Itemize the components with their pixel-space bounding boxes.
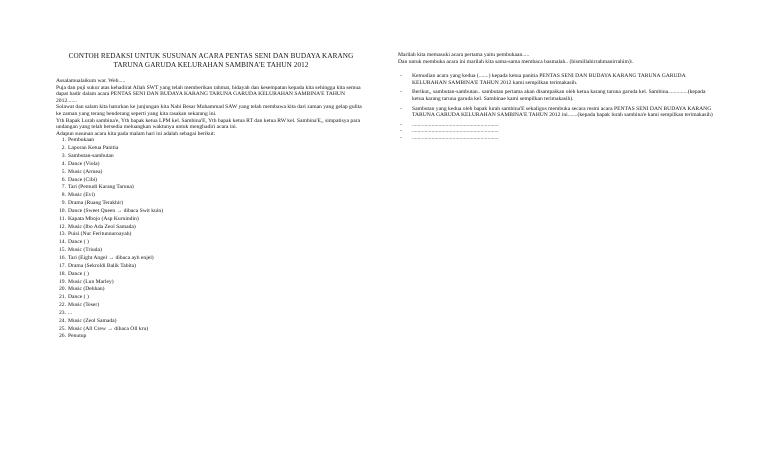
- speech-bullet: [398, 122, 716, 129]
- agenda-item: [56, 294, 366, 302]
- agenda-item-number: 1.: [61, 137, 66, 144]
- agenda-item: [56, 184, 366, 192]
- agenda-item: [56, 255, 366, 263]
- speech-bullet: [398, 73, 716, 86]
- agenda-item-text: Music (Teser): [68, 302, 100, 309]
- agenda-item-text: Dance (Sweet Queen → dibaca Swit kuin): [68, 207, 164, 214]
- agenda-item-text: Puisi (Nur Feritunnuroayah): [68, 231, 132, 238]
- agenda-item-text: Dance ( ): [68, 270, 89, 277]
- agenda-item-text: Music (Lun Marley): [68, 278, 114, 285]
- bullet-text: ..............................................................: [412, 128, 499, 135]
- solawat-paragraph: Solawat dan salam kita haturkan ke junjungan kita Nabi Besar Muhammad SAW yang telah membawa kita dari zaman yang gelap gulita ke zaman yang terang benderang seperti yang kita rasakan sekarang ini.: [56, 104, 362, 117]
- agenda-item-number: 15.: [59, 247, 66, 254]
- greeting: Assalamualaikum war. Web.....: [56, 78, 126, 84]
- agenda-item-text: Dance (Cibi): [68, 176, 98, 183]
- agenda-item-text: Drama (Ruang Terakhir): [68, 200, 124, 207]
- agenda-item-number: 12.: [59, 223, 66, 230]
- agenda-item: [56, 326, 366, 334]
- agenda-item: [56, 216, 366, 224]
- agenda-item-number: 13.: [59, 231, 66, 238]
- agenda-item-number: 3.: [61, 153, 66, 160]
- agenda-item-text: Laporan Ketua Panitia: [68, 145, 119, 152]
- agenda-list: [56, 137, 366, 341]
- agenda-item-text: Penutup: [68, 333, 87, 340]
- agenda-item-text: Pembukaan: [68, 137, 95, 144]
- agenda-item-text: Tari (Pemudi Karang Taruna): [68, 184, 134, 191]
- agenda-item: [56, 153, 366, 161]
- speech-bullets: [398, 73, 716, 141]
- agenda-item: [56, 200, 366, 208]
- bullet-dash: -: [400, 128, 402, 135]
- agenda-item: [56, 161, 366, 169]
- agenda-item-number: 4.: [61, 160, 66, 167]
- agenda-item-text: Music (Evi): [68, 192, 95, 199]
- left-column: [56, 52, 366, 341]
- agenda-item-number: 6.: [61, 176, 66, 183]
- intro-line-2: Dan untuk membuka acara ini marilah kita sama-sama membaca basmalah.. (bismillahirrahmanirrahim)\.: [398, 58, 634, 65]
- agenda-item-number: 24.: [59, 317, 66, 324]
- agenda-item-number: 18.: [59, 270, 66, 277]
- agenda-item-text: Music (Triuda): [68, 247, 102, 254]
- agenda-item: [56, 231, 366, 239]
- agenda-item: [56, 247, 366, 255]
- agenda-item-number: 7.: [61, 184, 66, 191]
- agenda-item-text: Music (Zeol Samada): [68, 317, 117, 324]
- agenda-item: [56, 302, 366, 310]
- agenda-item: [56, 169, 366, 177]
- bullet-dash: -: [400, 121, 402, 128]
- agenda-item-text: Music (Armea): [68, 168, 103, 175]
- agenda-item: [56, 318, 366, 326]
- agenda-item-number: 2.: [61, 145, 66, 152]
- bullet-text: Berikut,, sambutan-sambutan.. sambutan pertama akan disampaikan oleh ketua karang taruna garuda kel. Sambina..............(kepada ketua karang taruna garuda kel. Sambinae kami sempilkan terimakasih).: [412, 89, 706, 102]
- agenda-item: [56, 192, 366, 200]
- agenda-item: [56, 286, 366, 294]
- agenda-item-text: Drama (Sekroldi Balik Tabita): [68, 262, 137, 269]
- bullet-text: ..............................................................: [412, 134, 499, 141]
- agenda-item: [56, 263, 366, 271]
- title-line-1: CONTOH REDAKSI UNTUK SUSUNAN ACARA PENTAS SENI DAN BUDAYA KARANG: [68, 52, 354, 60]
- agenda-item: [56, 271, 366, 279]
- agenda-item-number: 26.: [59, 333, 66, 340]
- agenda-item-number: 14.: [59, 239, 66, 246]
- agenda-item-text: Dance (Viola): [68, 160, 100, 167]
- agenda-item-number: 8.: [61, 192, 66, 199]
- title-line-2: TARUNA GARUDA KELURAHAN SAMBINA'E TAHUN 2012: [113, 60, 309, 69]
- bullet-dash: -: [400, 89, 402, 96]
- agenda-item: [56, 208, 366, 216]
- agenda-item-number: 17.: [59, 262, 66, 269]
- agenda-item: [56, 145, 366, 153]
- bullet-text: Sambutan yang kedua oleh bapak lurah sambina'E sekaligus membuka secara resmi acara PENTAS SENI DAN BUDAYA KARANG TARUNA GARUDA KELURAHAN SAMBINA'E TAHUN 2012 ini.......(kepada bapak lurah sambina'e kami sempilkan terimakasih): [412, 105, 713, 119]
- document-title: [56, 52, 366, 69]
- agenda-item-number: 22.: [59, 302, 66, 309]
- agenda-item-text: Music (Dehhan): [68, 286, 105, 293]
- agenda-item-number: 21.: [59, 294, 66, 301]
- agenda-item-number: 11.: [59, 215, 66, 222]
- agenda-item: [56, 310, 366, 318]
- speech-bullet: [398, 128, 716, 135]
- respect-paragraph: Yth Bapak Lurah sambina'e, Yth bapak ketua LPM kel. Sambina'E, Yth bapak ketua RT dan ketua RW kel. Sambina'E,, simpatisya para undangan yang telah bersedia meluangkan waktunya untuk menghadiri acara ini.: [56, 117, 361, 131]
- agenda-item: [56, 239, 366, 247]
- agenda-item-number: 20.: [59, 286, 66, 293]
- agenda-item-text: Dance ( ): [68, 239, 89, 246]
- bullet-text: Kemudian acara yang kedua (.......) kepada ketua panitia PENTAS SENI DAN BUDAYA KARANG TARUNA GARUDA KELURAHAN SAMBINA'E TAHUN 2012 kami sempilkan terimakasih.: [412, 73, 686, 86]
- agenda-item-text: Music (All Crew → dibaca Oll kru): [68, 325, 149, 332]
- agenda-item: [56, 333, 366, 341]
- agenda-item-number: 25.: [59, 325, 66, 332]
- agenda-item-text: Kapata Mbojo (Asp Kurnindin): [68, 215, 139, 222]
- intro-line-1: Marilah kita memasuki acara pertama yaitu pembukaan.....: [398, 52, 530, 58]
- bullet-dash: -: [400, 134, 402, 141]
- right-column: [398, 52, 716, 142]
- agenda-item-text: Tari (Eight Angel → dibaca ayh enjel): [68, 255, 154, 261]
- agenda-item-text: Dance ( ): [68, 294, 89, 301]
- agenda-item-number: 9.: [61, 200, 66, 207]
- bullet-dash: -: [400, 105, 402, 112]
- praise-paragraph: Puja dan puji sukur atas kehadirat Allah SWT yang telah memberikan rahmat, hidayah dan kesempatan kepada kita sehingga kita semua dapat hadir dalam acara PENTAS SENI DAN BUDAYA KARANG TARUNA GARUDA KELURAHAN SAMBINA'E TAHUN 2012.......: [56, 84, 361, 104]
- agenda-item-number: 19.: [59, 278, 66, 285]
- bullet-dash: -: [400, 73, 402, 80]
- speech-bullet: [398, 135, 716, 142]
- bullet-text: ..............................................................: [412, 121, 499, 128]
- agenda-item-number: 16.: [59, 255, 66, 261]
- agenda-item-number: 10.: [59, 207, 66, 214]
- agenda-item-text: ...: [68, 309, 73, 316]
- agenda-item-number: 5.: [61, 168, 66, 175]
- agenda-item-text: Music (Ibo Ada Zeol Samada): [68, 223, 136, 230]
- agenda-item: [56, 137, 366, 145]
- speech-bullet: [398, 106, 716, 119]
- agenda-intro: Adapun susunan acara kita pada malam hari ini adalah sebagai berikut:: [56, 130, 216, 137]
- agenda-item-text: Sambutan-sambutan: [68, 153, 114, 160]
- speech-bullet: [398, 89, 716, 102]
- agenda-item-number: 23.: [59, 309, 66, 316]
